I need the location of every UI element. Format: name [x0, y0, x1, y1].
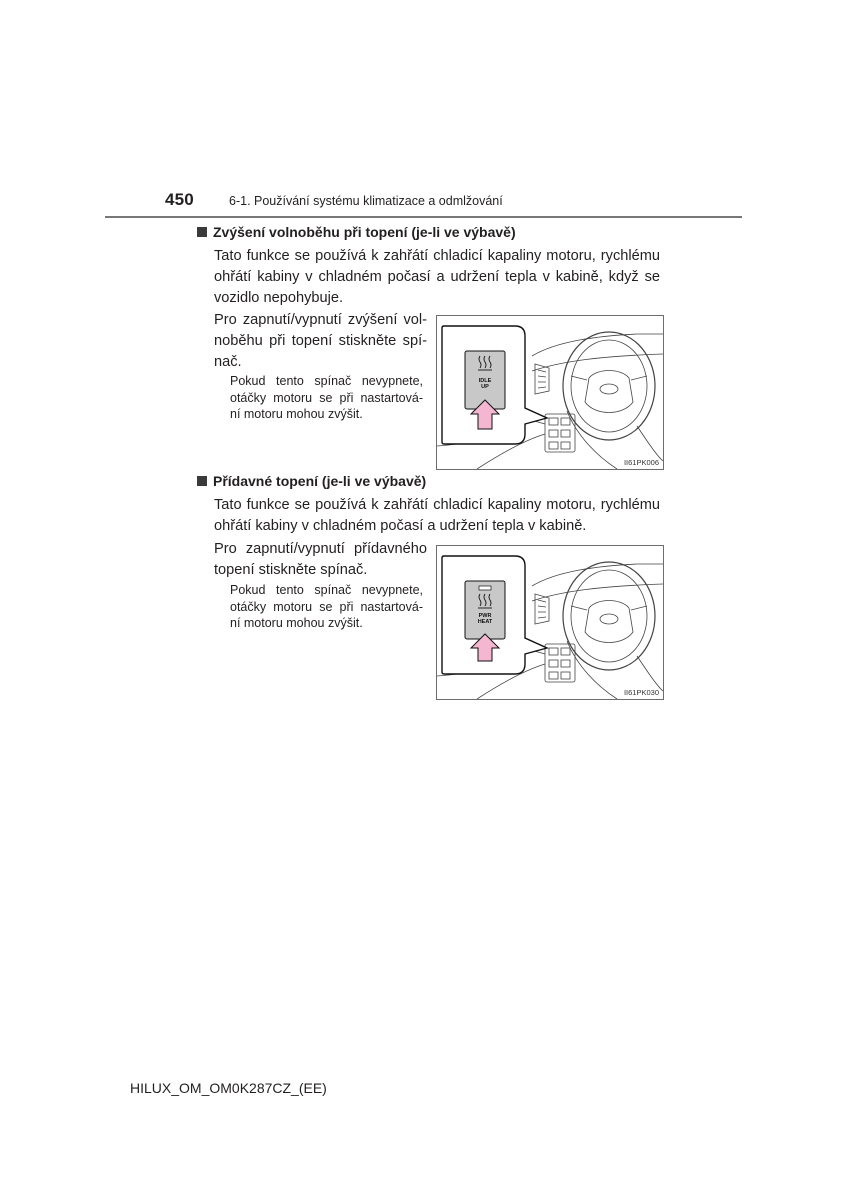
text-line: Tato funkce se používá k zahřátí chladicí kapaliny motoru, rychlému: [214, 248, 660, 264]
section2-heading: [197, 473, 426, 489]
section2-note: [230, 582, 423, 632]
dashboard-illustration: [437, 316, 663, 469]
text-line: Pro zapnutí/vypnutí přídavného: [214, 541, 427, 557]
section2-heading-text: Přídavné topení (je-li ve výbavě): [213, 473, 427, 489]
text-line: Pokud tento spínač nevypnete,: [230, 583, 423, 597]
button-label-line2: HEAT: [477, 619, 493, 625]
text-line: otáčky motoru se při nastartová-: [230, 390, 423, 405]
section2-instruction: [214, 539, 427, 581]
text-line: otáčky motoru se při nastartová-: [230, 599, 423, 614]
text-line: nač.: [214, 354, 242, 370]
indicator-light-icon: [479, 586, 491, 590]
section1-intro: [214, 246, 660, 309]
text-line: noběhu při topení stiskněte spí-: [214, 333, 427, 349]
button-label-line1: IDLE: [478, 378, 492, 384]
bullet-square-icon: [197, 476, 207, 486]
bullet-square-icon: [197, 227, 207, 237]
dashboard-illustration: [437, 546, 663, 699]
figure-code: II61PK030: [623, 688, 659, 697]
text-line: vozidlo nepohybuje.: [214, 290, 344, 306]
section1-instruction: [214, 310, 427, 373]
text-line: ohřátí kabiny v chladném počasí a udržení tepla v kabině.: [214, 518, 587, 534]
section2-intro: [214, 495, 660, 537]
figure-idle-up: [436, 315, 664, 470]
figure-pwr-heat: [436, 545, 664, 700]
text-line: Tato funkce se používá k zahřátí chladicí kapaliny motoru, rychlému: [214, 497, 660, 513]
button-label-line1: PWR: [478, 613, 492, 619]
document-code: HILUX_OM_OM0K287CZ_(EE): [130, 1080, 327, 1096]
text-line: Pokud tento spínač nevypnete,: [230, 374, 423, 388]
figure-code: II61PK006: [623, 458, 659, 467]
text-line: topení stiskněte spínač.: [214, 562, 368, 578]
text-line: ní motoru mohou zvýšit.: [230, 407, 363, 422]
header-rule: [105, 216, 742, 218]
section-title: 6-1. Používání systému klimatizace a odmlžování: [229, 194, 503, 208]
section1-heading: [197, 224, 516, 240]
section1-heading-text: Zvýšení volnoběhu při topení (je-li ve výbavě): [213, 224, 516, 240]
page-header: [0, 190, 848, 220]
text-line: ohřátí kabiny v chladném počasí a udržení tepla v kabině, když se: [214, 269, 660, 285]
button-label-line2: UP: [481, 384, 489, 390]
page-number: 450: [165, 190, 194, 209]
text-line: Pro zapnutí/vypnutí zvýšení vol-: [214, 312, 427, 328]
text-line: ní motoru mohou zvýšit.: [230, 616, 363, 631]
section1-note: [230, 373, 423, 423]
